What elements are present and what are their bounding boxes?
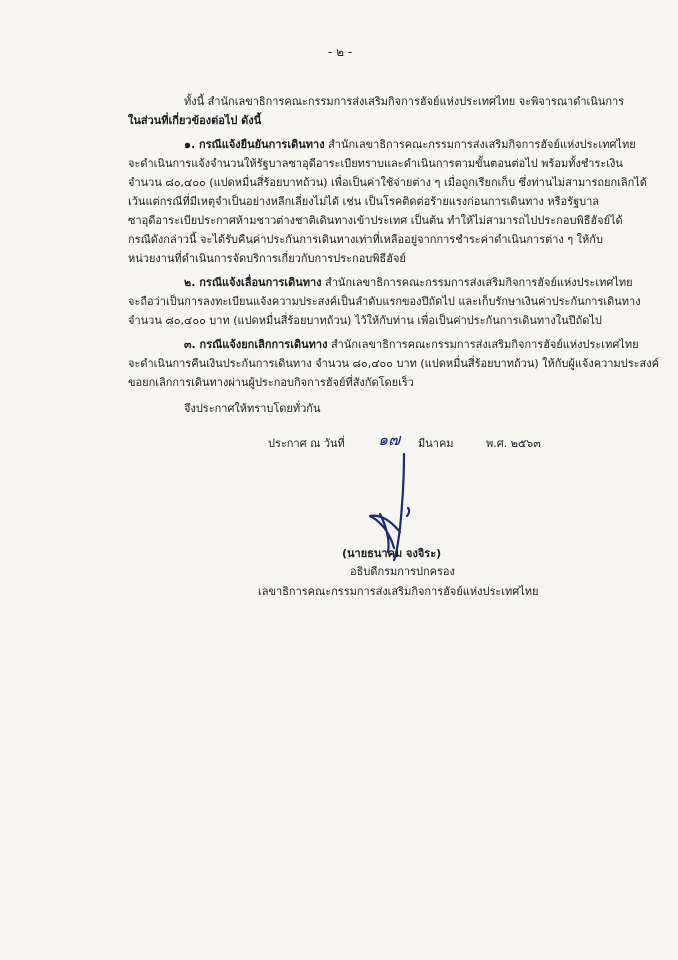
- page-number: - ๒ -: [328, 45, 353, 59]
- date-year: พ.ศ. ๒๕๖๓: [486, 437, 541, 450]
- signatory-position: เลขาธิการคณะกรรมการส่งเสริมกิจการฮัจย์แห่งประเทศไทย: [258, 585, 539, 598]
- date-prefix: ประกาศ ณ วันที่: [268, 437, 345, 450]
- closing-line: จึงประกาศให้ทราบโดยทั่วกัน: [184, 402, 321, 415]
- case1-line-4: เว้นแต่กรณีที่มีเหตุจำเป็นอย่างหลีกเลี่ยงไม่ได้ เช่น เป็นโรคติดต่อร้ายแรงก่อนการเดินทาง หรือรัฐบาล: [128, 195, 600, 208]
- case2-line-3: จำนวน ๘๐,๔๐๐ บาท (แปดหมื่นสี่ร้อยบาทถ้วน) ไว้ให้กับท่าน เพื่อเป็นค่าประกันการเดินทางในปีถัดไป: [128, 314, 602, 327]
- case3-line-1: [184, 337, 639, 353]
- date-month: มีนาคม: [418, 437, 454, 450]
- intro-line-2: ในส่วนที่เกี่ยวข้องต่อไป ดังนี้: [128, 114, 262, 127]
- case2-line-2: จะถือว่าเป็นการลงทะเบียนแจ้งความประสงค์เป็นลำดับแรกของปีถัดไป และเก็บรักษาเงินค่าประกันการเดินทาง: [128, 295, 641, 308]
- case1-line-2: จะดำเนินการแจ้งจำนวนให้รัฐบาลซาอุดีอาระเบียทราบและดำเนินการตามขั้นตอนต่อไป พร้อมทั้งชำระเงิน: [128, 157, 623, 170]
- case1-line-1-rest: สำนักเลขาธิการคณะกรรมการส่งเสริมกิจการฮัจย์แห่งประเทศไทย: [324, 138, 636, 151]
- case3-line-3: ขอยกเลิกการเดินทางผ่านผู้ประกอบกิจการฮัจย์ที่สังกัดโดยเร็ว: [128, 376, 414, 389]
- signatory-title: อธิบดีกรมการปกครอง: [350, 565, 455, 578]
- case1-line-7: หน่วยงานที่ดำเนินการจัดบริการเกี่ยวกับการประกอบพิธีฮัจย์: [128, 252, 406, 265]
- case2-line-1: [184, 275, 633, 291]
- intro-line-1: ทั้งนี้ สำนักเลขาธิการคณะกรรมการส่งเสริมกิจการฮัจย์แห่งประเทศไทย จะพิจารณาดำเนินการ: [184, 95, 625, 108]
- date-day: ๑๗: [378, 430, 401, 449]
- case1-heading: ๑. กรณีแจ้งยืนยันการเดินทาง: [184, 138, 325, 151]
- case3-line-1-rest: สำนักเลขาธิการคณะกรรมการส่งเสริมกิจการฮัจย์แห่งประเทศไทย: [327, 338, 639, 351]
- case1-line-3: จำนวน ๘๐,๔๐๐ (แปดหมื่นสี่ร้อยบาทถ้วน) เพื่อเป็นค่าใช้จ่ายต่าง ๆ เมื่อถูกเรียกเก็บ ซึ่งท่านไม่สามารถยกเลิกได้: [128, 176, 647, 189]
- case2-line-1-rest: สำนักเลขาธิการคณะกรรมการส่งเสริมกิจการฮัจย์แห่งประเทศไทย: [321, 276, 633, 289]
- case2-heading: ๒. กรณีแจ้งเลื่อนการเดินทาง: [184, 276, 322, 289]
- case3-heading: ๓. กรณีแจ้งยกเลิกการเดินทาง: [184, 338, 328, 351]
- case1-line-5: ซาอุดีอาระเบียประกาศห้ามชาวต่างชาติเดินทางเข้าประเทศ เป็นต้น ทำให้ไม่สามารถไปประกอบพิธีฮัจย์ได้: [128, 214, 623, 227]
- case1-line-1: [184, 137, 636, 153]
- case1-line-6: กรณีดังกล่าวนี้ จะได้รับคืนค่าประกันการเดินทางเท่าที่เหลืออยู่จากการชำระค่าดำเนินการต่าง ๆ ให้กับ: [128, 233, 603, 246]
- signatory-name: (นายธนาคม จงจิระ): [342, 547, 442, 560]
- case3-line-2: จะดำเนินการคืนเงินประกันการเดินทาง จำนวน ๘๐,๔๐๐ บาท (แปดหมื่นสี่ร้อยบาทถ้วน) ให้กับผู้แจ้งความประสงค์: [128, 357, 659, 370]
